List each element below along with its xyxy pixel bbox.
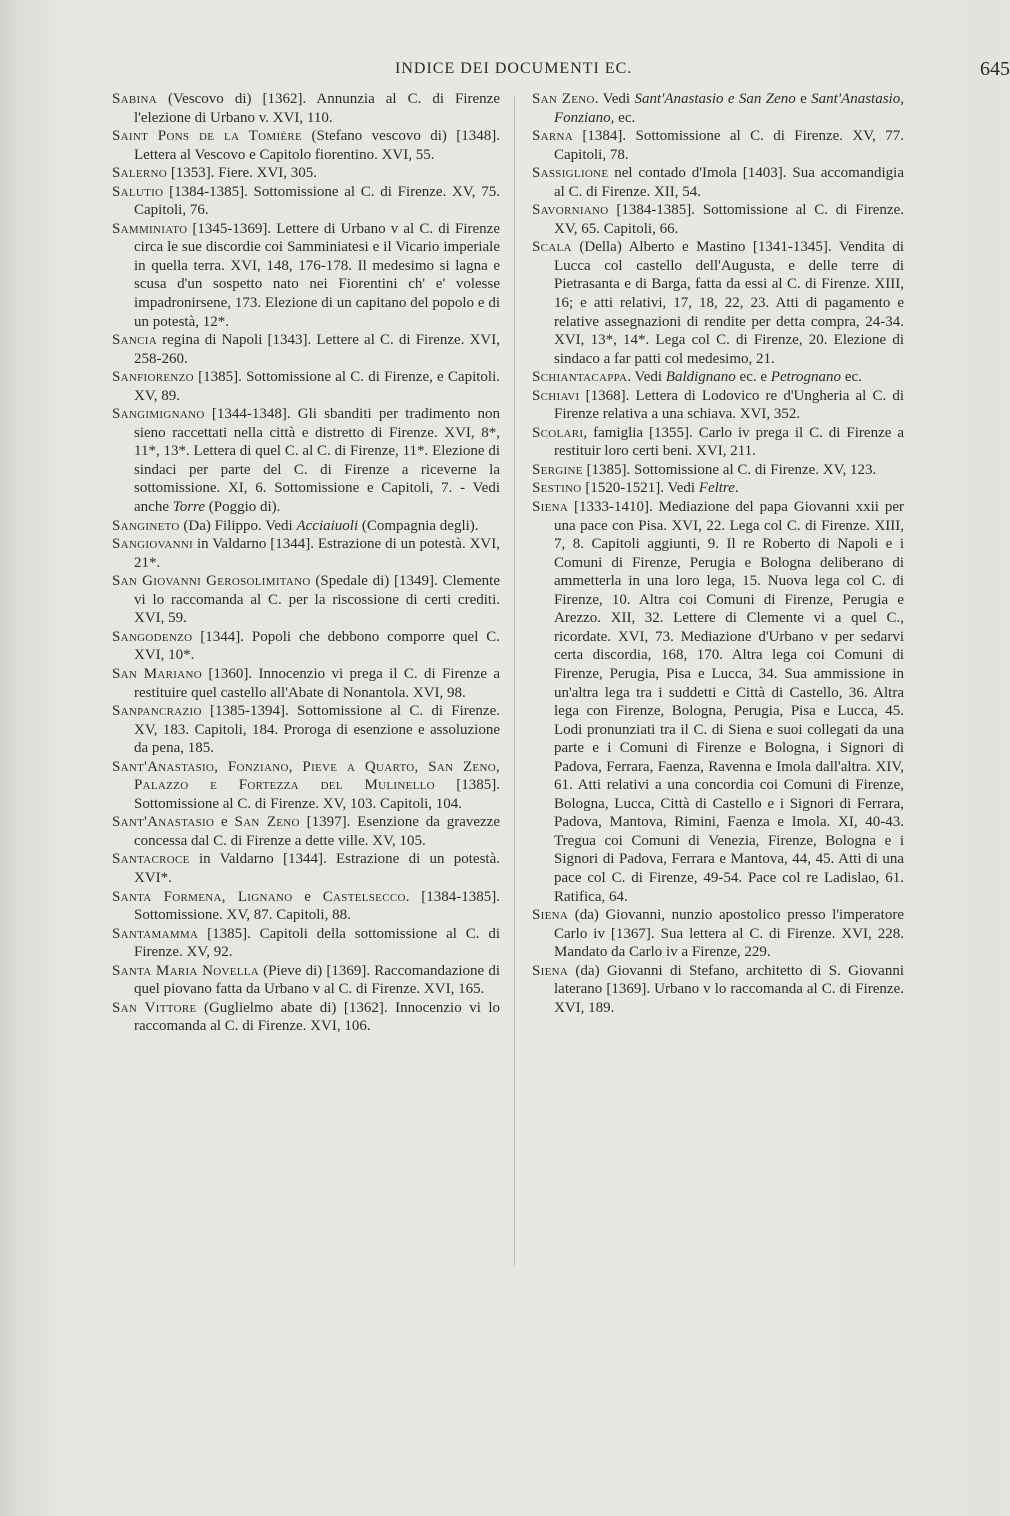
entry-heading: Siena <box>532 962 569 979</box>
index-entry <box>112 572 500 628</box>
entry-text: [1353]. Fiere. XVI, 305. <box>167 165 318 182</box>
entry-heading: Sassiglione <box>532 165 609 182</box>
entry-text: (Poggio di). <box>204 499 281 516</box>
entry-heading: San Zeno <box>532 91 595 107</box>
entry-text: . <box>734 480 739 497</box>
index-entry <box>112 220 500 331</box>
entry-text: (Della) Alberto e Mastino [1341-1345]. Vendita di Lucca col castello dell'Augusta, e delle terre di Pietrasanta e di Barga, fatta da essi al C. di Firenze. XIII, 16; e atti relativi, 17, 18, 22, 23. Atti di pagamento e relative assegnazioni di rendite per detta compra, 24-34. XVI, 13*, 14*. Lega col C. di Firenze, 20. Elezione di sindaco a far patti col medesimo, 21. <box>554 239 904 367</box>
page-number: 645 <box>980 58 1010 80</box>
index-entry <box>112 850 500 887</box>
entry-text: ec. <box>614 109 636 126</box>
entry-text: (Pieve di) [1369]. Raccomandazione di quel piovano fatta da Urbano v al C. di Firenze. XVI, 165. <box>134 962 500 998</box>
entry-heading: San Vittore <box>112 999 197 1016</box>
entry-text: e <box>292 888 323 905</box>
index-entry <box>532 90 904 127</box>
entry-heading: Sancia <box>112 332 157 349</box>
index-entry <box>112 90 500 127</box>
entry-text: in Valdarno [1344]. Estrazione di un potestà. XVI, 21*. <box>134 536 500 571</box>
entry-text: [1385-1394]. Sottomissione al C. di Firenze. XV, 183. Capitoli, 184. Proroga di esenzione e assoluzione da pena, 185. <box>134 703 500 757</box>
entry-heading: Sabina <box>112 91 157 107</box>
entry-text: [1384]. Sottomissione al C. di Firenze. XV, 77. Capitoli, 78. <box>554 128 904 163</box>
entry-reference: Baldignano <box>665 369 736 386</box>
entry-heading: Scala <box>532 239 572 256</box>
entry-text: [1385]. Sottomissione al C. di Firenze, e Capitoli. XV, 89. <box>134 369 500 404</box>
entry-heading: San Zeno <box>234 814 300 831</box>
entry-text: [1344-1348]. Gli sbanditi per tradimento non sieno raccettati nella città e distretto di Firenze. XVI, 8*, 11*, 13*. Lettera di quel C. al C. di Firenze, 11*. Elezione di sindaci per parte del C. di Firenze a riceverne la sottomissione. XI, 6. Sottomissione e Capitoli, 7. - Vedi anche <box>134 406 500 516</box>
entry-text: (da) Giovanni, nunzio apostolico presso l'imperatore Carlo iv [1367]. Sua lettera al C. di Firenze. XVI, 228. Mandato da Carlo iv a Firenze, 229. <box>554 907 904 961</box>
index-entry <box>112 813 500 850</box>
entry-text: (da) Giovanni di Stefano, architetto di S. Giovanni laterano [1369]. Urbano v lo raccomanda al C. di Firenze. XVI, 189. <box>554 962 904 1016</box>
index-entry <box>112 665 500 702</box>
entry-text: . Vedi <box>594 91 635 107</box>
entry-heading: San Giovanni Gerosolimitano <box>112 573 311 590</box>
index-entry <box>532 424 904 461</box>
index-entry <box>112 405 500 516</box>
entry-text: ec. e <box>735 369 771 386</box>
entry-text: [1345-1369]. Lettere di Urbano v al C. di Firenze circa le sue discordie coi Samminiatesi e il Vicario imperiale in quella terra. XVI, 148, 176-178. Il medesimo si lagna e scusa d'un sospetto nato nei Fiorentini ch' e' volesse impadronirsene, 173. Elezione di un capitano del popolo e di un potestà, 12*. <box>134 220 500 330</box>
index-column-right <box>532 90 904 1017</box>
entry-text: ec. <box>841 369 862 386</box>
entry-text: [1385]. Capitoli della sottomissione al C. di Firenze. XV, 92. <box>134 925 500 961</box>
index-entry <box>112 183 500 220</box>
entry-heading: Saint Pons de la Tomière <box>112 128 303 145</box>
entry-text: e <box>214 814 235 831</box>
entry-heading: Sant'Anastasio, Fonziano, Pieve a Quarto, San Zeno, Palazzo e Fortezza del Mulinello <box>112 758 500 794</box>
entry-reference: Torre <box>172 499 205 516</box>
index-entry <box>532 387 904 424</box>
index-entry <box>112 628 500 665</box>
entry-heading: Sestino <box>532 480 582 497</box>
entry-text: . Vedi <box>627 369 666 386</box>
entry-text: [1344]. Popoli che debbono comporre quel C. XVI, 10*. <box>134 628 500 664</box>
entry-heading: Sergine <box>532 461 583 478</box>
index-entry <box>112 517 500 536</box>
entry-heading: Sangineto <box>112 517 180 534</box>
entry-text: (Da) Filippo. Vedi <box>179 517 297 534</box>
index-column-left <box>112 90 500 1036</box>
entry-reference: Acciaiuoli <box>296 517 359 534</box>
entry-text: (Stefano vescovo di) [1348]. Lettera al Vescovo e Capitolo fiorentino. XVI, 55. <box>134 128 501 163</box>
entry-heading: Sant'Anastasio <box>112 814 215 831</box>
index-entry <box>112 127 500 164</box>
entry-heading: Savorniano <box>532 202 609 219</box>
entry-heading: Santa Maria Novella <box>112 962 260 979</box>
entry-heading: Salutio <box>112 183 164 200</box>
entry-text: e <box>795 91 812 107</box>
entry-text: (Guglielmo abate di) [1362]. Innocenzio vi lo raccomanda al C. di Firenze. XVI, 106. <box>134 999 501 1035</box>
index-entry <box>112 535 500 572</box>
index-entry <box>532 479 904 498</box>
index-entry <box>112 331 500 368</box>
entry-text: [1397]. Esenzione da gravezze concessa dal C. di Firenze a dette ville. XV, 105. <box>134 814 500 849</box>
column-divider <box>514 96 515 1266</box>
index-entry <box>532 238 904 368</box>
entry-text: [1368]. Lettera di Lodovico re d'Ungheria al C. di Firenze relativa a una schiava. XVI, 352. <box>554 387 904 423</box>
index-entry <box>532 368 904 387</box>
index-entry <box>532 164 904 201</box>
entry-heading: Siena <box>532 499 569 516</box>
entry-heading: Sanpancrazio <box>112 703 202 720</box>
entry-heading: Sangiovanni <box>112 536 194 553</box>
index-entry <box>112 925 500 962</box>
entry-reference: Sant'Anastasio, Fonziano, <box>554 91 904 126</box>
entry-text: [1520-1521]. Vedi <box>581 480 699 497</box>
entry-heading: Salerno <box>112 165 168 182</box>
entry-heading: Sangodenzo <box>112 628 193 645</box>
entry-text: [1360]. Innocenzio vi prega il C. di Firenze a restituire quel castello all'Abate di Nonantola. XVI, 98. <box>134 665 500 701</box>
index-entry <box>532 461 904 480</box>
index-entry <box>112 999 500 1036</box>
entry-text: , famiglia [1355]. Carlo iv prega il C. di Firenze a restituir loro certi beni. XVI, 211. <box>554 424 904 460</box>
entry-text: . [1384-1385]. Sottomissione. XV, 87. Capitoli, 88. <box>134 888 500 924</box>
entry-text: (Compagnia degli). <box>358 517 479 534</box>
index-entry <box>112 962 500 999</box>
entry-heading: San Mariano <box>112 665 203 682</box>
entry-heading: Scolari <box>532 424 584 441</box>
entry-heading: Sarna <box>532 128 574 145</box>
index-entry <box>112 164 500 183</box>
entry-text: [1384-1385]. Sottomissione al C. di Firenze. XV, 65. Capitoli, 66. <box>554 202 904 237</box>
entry-text: [1384-1385]. Sottomissione al C. di Firenze. XV, 75. Capitoli, 76. <box>134 183 500 219</box>
running-head <box>110 58 1010 84</box>
entry-text: in Valdarno [1344]. Estrazione di un potestà. XVI*. <box>134 851 500 886</box>
entry-heading: Castelsecco <box>322 888 406 905</box>
entry-reference: Feltre <box>698 480 735 497</box>
index-entry <box>112 888 500 925</box>
entry-heading: Siena <box>532 907 569 924</box>
entry-heading: Santa Formena, Lignano <box>112 888 293 905</box>
entry-text: (Spedale di) [1349]. Clemente vi lo raccomanda al C. per la riscossione di certi crediti. XVI, 59. <box>134 573 500 627</box>
entry-heading: Schiavi <box>532 387 580 404</box>
entry-text: [1385]. Sottomissione al C. di Firenze. XV, 103. Capitoli, 104. <box>134 777 500 812</box>
index-entry <box>532 201 904 238</box>
index-entry <box>112 758 500 814</box>
entry-text: regina di Napoli [1343]. Lettere al C. di Firenze. XVI, 258-260. <box>134 332 500 367</box>
index-entry <box>532 906 904 962</box>
entry-text: nel contado d'Imola [1403]. Sua accomandigia al C. di Firenze. XII, 54. <box>554 165 904 200</box>
index-entry <box>112 368 500 405</box>
entry-reference: Sant'Anastasio e San Zeno <box>634 91 796 107</box>
entry-heading: Schiantacappa <box>532 369 628 386</box>
index-entry <box>532 962 904 1018</box>
entry-heading: Sangimignano <box>112 406 205 423</box>
entry-reference: Petrognano <box>770 369 842 386</box>
entry-heading: Samminiato <box>112 220 188 237</box>
entry-heading: Santamamma <box>112 925 199 942</box>
entry-text: (Vescovo di) [1362]. Annunzia al C. di Firenze l'elezione di Urbano v. XVI, 110. <box>134 91 500 126</box>
entry-heading: Santacroce <box>112 851 190 868</box>
index-entry <box>112 702 500 758</box>
index-entry <box>532 127 904 164</box>
entry-heading: Sanfiorenzo <box>112 369 194 386</box>
index-entry <box>532 498 904 906</box>
running-title: INDICE DEI DOCUMENTI EC. <box>395 60 633 77</box>
entry-text: [1385]. Sottomissione al C. di Firenze. XV, 123. <box>582 461 877 478</box>
entry-text: [1333-1410]. Mediazione del papa Giovanni xxii per una pace con Pisa. XVI, 22. Lega col C. di Firenze. XIII, 7, 8. Capitoli aggiunti, 9. Il re Roberto di Napoli e i Comuni di Firenze, Perugia e Bologna deliberano di ammetterla in una loro lega, 15. Nuova lega col C. di Firenze, 10. Altra coi Comuni di Firenze, Perugia e Arezzo. XII, 32. Lettere di Clemente vi a quel C., ricordate. XVI, 73. Mediazione d'Urbano v per sedarvi certa discordia, 168, 170. Altra lega coi Comuni di Firenze, Perugia, Pisa e Lucca, 34. Sua ammissione in un'altra lega tra i suddetti e Città di Castello, 36. Altra lega con Firenze, Bologna, Perugia, Pisa e Lucca, 45. Lodi pronunziati tra il C. di Siena e suoi collegati da una parte e i Comuni di Firenze e Bologna, i Signori di Padova, Ferrara, Faenza, Ravenna e Imola dall'altra. XIV, 61. Atti relativi a una concordia coi Comuni di Firenze, Bologna, Lucca, Città di Castello e i Signori di Ferrara, Padova, Mantova, Rimini, Faenza e Imola. XI, 40-43. Tregua coi Comuni di Venezia, Firenze, Bologna e i Signori di Padova, Ferrara e Mantova, 44, 45. Atti di una pace col C. di Firenze, 49-54. Pace col re Ladislao, 61. Ratifica, 64. <box>554 499 904 905</box>
